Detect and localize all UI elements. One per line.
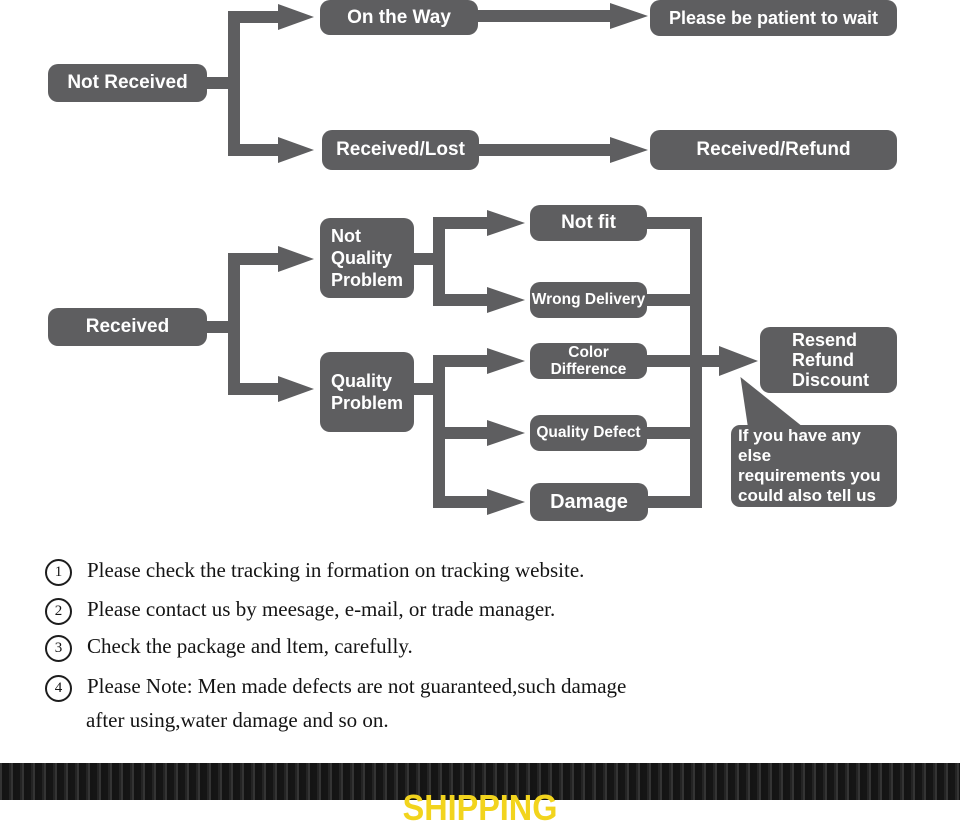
- note-text: Please Note: Men made defects are not guaranteed,such damage: [87, 674, 627, 698]
- node-label: Not Received: [67, 72, 188, 94]
- connector-to-color-difference: [433, 355, 489, 367]
- bubble-line: requirements you: [738, 466, 881, 485]
- connector-to-quality-problem: [228, 383, 280, 395]
- connector-to-quality-defect: [433, 427, 489, 439]
- bubble-line: If you have any else: [738, 426, 861, 465]
- node-wrong-delivery: [530, 282, 647, 318]
- note-text: Please check the tracking in formation on tracking website.: [87, 558, 585, 582]
- node-label: On the Way: [347, 6, 451, 28]
- note-number-circle: 4: [45, 675, 72, 702]
- note-text: Check the package and ltem, carefully.: [87, 634, 413, 658]
- node-received-lost: [322, 130, 479, 170]
- node-label-line: Problem: [331, 393, 404, 413]
- arrowhead-icon: [278, 246, 314, 272]
- node-label-line: Quality: [331, 371, 393, 391]
- arrowhead-icon: [278, 137, 314, 163]
- arrowhead-icon: [487, 287, 525, 313]
- bubble-line: could also tell us: [738, 486, 876, 505]
- node-label: Quality Defect: [536, 424, 641, 442]
- connector-merge-line: [690, 217, 702, 508]
- node-received-refund: [650, 130, 897, 170]
- arrowhead-icon: [487, 210, 525, 236]
- note-4-continued: after using,water damage and so on.: [86, 708, 389, 732]
- note-3: [45, 634, 413, 662]
- node-label-line: Quality: [331, 248, 393, 268]
- connector-to-received-refund: [479, 144, 612, 156]
- connector-not-fit-merge: [645, 217, 695, 229]
- connector-to-not-quality-problem: [228, 253, 280, 265]
- arrowhead-icon: [487, 489, 525, 515]
- node-not-quality-problem: [320, 218, 414, 298]
- node-received: [48, 308, 207, 346]
- node-not-received: [48, 64, 207, 102]
- connector-received-branch: [228, 253, 240, 395]
- node-label: Damage: [550, 490, 628, 513]
- arrowhead-icon: [278, 376, 314, 402]
- connector-not-received-branch: [228, 11, 240, 156]
- note-1: [45, 558, 584, 586]
- node-label-line: Resend: [792, 330, 858, 350]
- arrowhead-icon: [610, 3, 648, 29]
- arrowhead-icon: [719, 346, 758, 376]
- node-label: Not fit: [561, 212, 616, 234]
- node-resend-refund-discount: [760, 327, 897, 393]
- node-on-the-way: [320, 0, 478, 35]
- node-quality-problem: [320, 352, 414, 432]
- node-color-difference: [530, 343, 647, 379]
- node-label-line: Refund: [792, 350, 854, 370]
- connector-to-please-wait: [478, 10, 612, 22]
- shipping-banner: [0, 763, 960, 828]
- node-label: Color Difference: [550, 343, 627, 378]
- node-label: Wrong Delivery: [531, 291, 646, 309]
- note-number-circle: 1: [45, 559, 72, 586]
- connector-to-received-lost: [228, 144, 280, 156]
- connector-nqp-branch: [433, 217, 445, 306]
- node-label: Please be patient to wait: [668, 7, 879, 28]
- connector-wrong-delivery-merge: [645, 294, 695, 306]
- note-number-circle: 2: [45, 598, 72, 625]
- node-please-be-patient: [650, 0, 897, 36]
- speech-bubble: [731, 425, 897, 507]
- node-label-line: Problem: [331, 270, 404, 290]
- node-label-line: Not: [331, 226, 361, 246]
- shipping-banner-label: SHIPPING: [402, 787, 558, 828]
- arrowhead-icon: [610, 137, 648, 163]
- node-label: Received/Refund: [696, 139, 851, 161]
- node-label: Received/Lost: [336, 139, 465, 161]
- connector-to-on-the-way: [228, 11, 280, 23]
- node-quality-defect: [530, 415, 647, 451]
- note-2: [45, 597, 555, 625]
- connector-to-damage: [433, 496, 489, 508]
- connector-to-wrong-delivery: [433, 294, 489, 306]
- note-number-circle: 3: [45, 635, 72, 662]
- node-not-fit: [530, 205, 647, 241]
- arrowhead-icon: [278, 4, 314, 30]
- node-label: Received: [85, 316, 170, 338]
- note-text: Please contact us by meesage, e-mail, or trade manager.: [87, 597, 556, 621]
- arrowhead-icon: [487, 420, 525, 446]
- connector-to-not-fit: [433, 217, 489, 229]
- node-label-line: Discount: [792, 370, 870, 390]
- connector-damage-merge: [646, 496, 695, 508]
- connector-quality-defect-merge: [645, 427, 695, 439]
- node-damage: [530, 483, 648, 521]
- note-4: [45, 674, 626, 702]
- arrowhead-icon: [487, 348, 525, 374]
